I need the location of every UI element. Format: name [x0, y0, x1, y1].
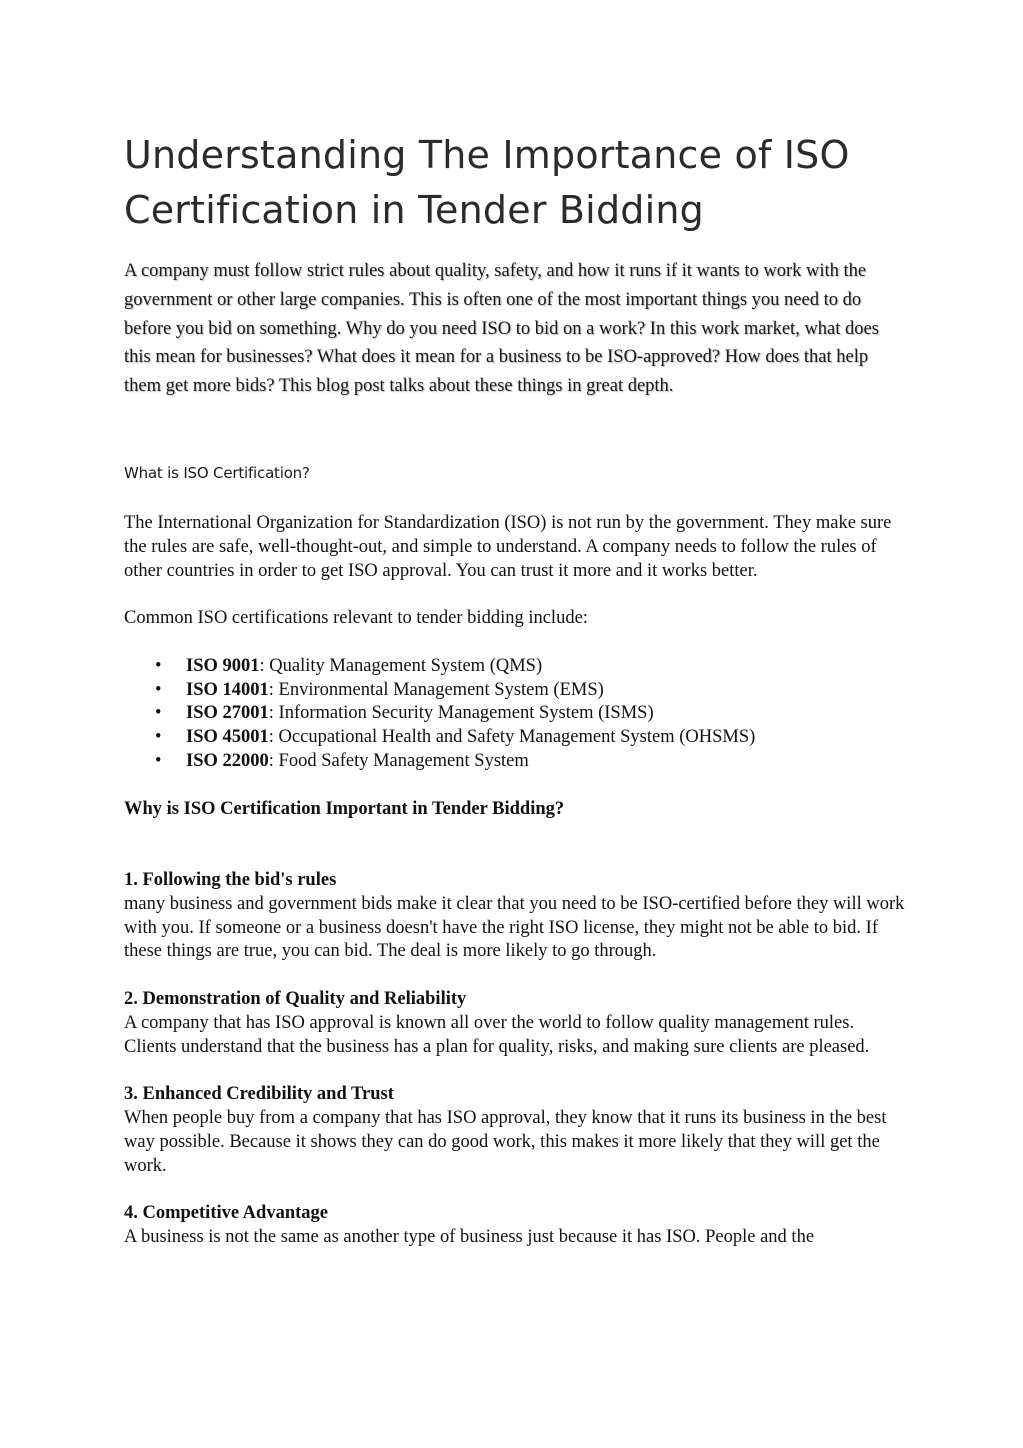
article-body	[124, 512, 909, 1274]
certification-code: ISO 14001	[186, 679, 269, 700]
certification-description: : Food Safety Management System	[268, 750, 529, 771]
certification-description: : Information Security Management System (ISMS)	[268, 703, 654, 724]
bullet-icon: •	[155, 727, 162, 748]
list-item	[124, 702, 909, 726]
list-item	[124, 726, 909, 750]
reason-text: When people buy from a company that has ISO approval, they know that it runs its business in the best way possible. Because it shows they can do good work, this makes it more likely that they will get the work.	[124, 1107, 887, 1176]
what-is-iso-heading: What is ISO Certification?	[124, 464, 310, 482]
reason-heading: 4. Competitive Advantage	[124, 1203, 328, 1224]
certification-description: : Occupational Health and Safety Management System (OHSMS)	[268, 727, 756, 748]
bullet-icon: •	[155, 679, 162, 700]
reason-text: A business is not the same as another type of business just because it has ISO. People and the	[124, 1226, 815, 1247]
certification-code: ISO 27001	[186, 703, 269, 724]
what-is-iso-paragraph: The International Organization for Standardization (ISO) is not run by the government. They make sure the rules are safe, well-thought-out, and simple to understand. A company needs to follow the rules of other countries in order to get ISO approval. You can trust it more and it works better.	[124, 513, 892, 581]
certification-description: : Environmental Management System (EMS)	[268, 679, 604, 700]
list-item	[124, 679, 909, 703]
bullet-icon: •	[155, 750, 162, 771]
certification-code: ISO 9001	[186, 655, 260, 676]
reason-text: A company that has ISO approval is known all over the world to follow quality management rules. Clients understand that the business has a plan for quality, risks, and making sure clients are pleased.	[124, 1012, 870, 1057]
bullet-icon: •	[155, 703, 162, 724]
reason-heading: 1. Following the bid's rules	[124, 869, 337, 890]
list-item	[124, 655, 909, 679]
reason-section	[124, 988, 909, 1059]
reason-heading: 2. Demonstration of Quality and Reliability	[124, 988, 467, 1009]
why-important-heading: Why is ISO Certification Important in Tender Bidding?	[124, 798, 565, 819]
certification-list	[124, 655, 909, 774]
reason-text: many business and government bids make it clear that you need to be ISO-certified before they will work with you. If someone or a business doesn't have the right ISO license, they might not be able to bid. If these things are true, you can bid. The deal is more likely to go through.	[124, 893, 905, 962]
page-title: Understanding The Importance of ISO Certification in Tender Bidding	[124, 133, 850, 232]
reason-section	[124, 1202, 909, 1250]
reason-section	[124, 1083, 909, 1178]
certification-code: ISO 22000	[186, 750, 269, 771]
list-item	[124, 750, 909, 774]
certification-code: ISO 45001	[186, 727, 269, 748]
reason-section	[124, 869, 909, 964]
intro-paragraph: A company must follow strict rules about quality, safety, and how it runs if it wants to work with the government or other large companies. This is often one of the most important things you need to do before you bid on something. Why do you need ISO to bid on a work? In this work market, what does this mean for businesses? What does it mean for a business to be ISO-approved? How does that help them get more bids? This blog post talks about these things in great depth.	[124, 261, 879, 397]
reason-heading: 3. Enhanced Credibility and Trust	[124, 1084, 394, 1105]
bullet-icon: •	[155, 655, 162, 676]
common-certifications-intro: Common ISO certifications relevant to tender bidding include:	[124, 608, 588, 629]
certification-description: : Quality Management System (QMS)	[259, 655, 543, 676]
